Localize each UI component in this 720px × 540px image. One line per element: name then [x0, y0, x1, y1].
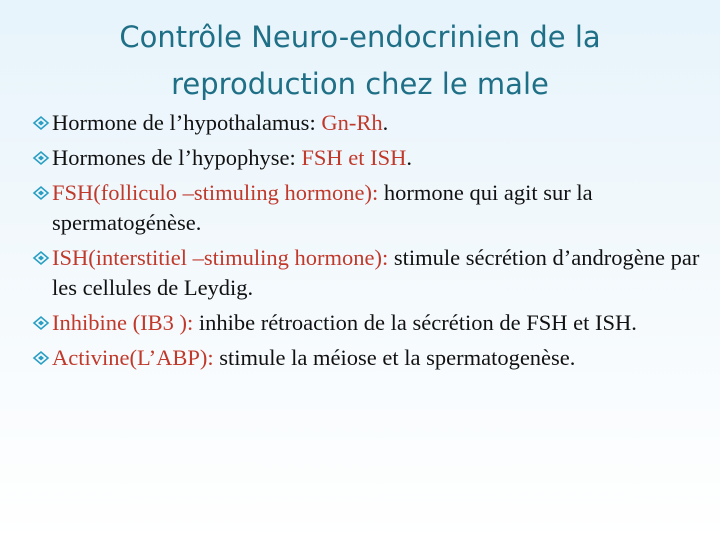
bullet-highlight: FSH et ISH	[301, 145, 407, 170]
title-line-1: Contrôle Neuro-endocrinien de la	[119, 20, 601, 54]
bullet-item-inhibine	[32, 308, 707, 338]
bullet-rest: .	[382, 110, 389, 135]
bullet-highlight: Gn-Rh	[321, 110, 383, 135]
bullet-item-hypothalamus	[32, 108, 707, 138]
bullet-item-ish	[32, 243, 707, 303]
bullet-rest: .	[406, 145, 412, 170]
bullet-highlight: FSH(folliculo –stimuling hormone):	[52, 180, 379, 205]
slide-title	[20, 14, 700, 108]
diamond-bullet-icon	[32, 185, 50, 201]
bullet-highlight: Activine(L’ABP):	[52, 345, 214, 370]
bullet-highlight: Inhibine (IB3 ):	[52, 310, 194, 335]
bullet-label: Hormones de l’hypophyse:	[52, 145, 302, 170]
diamond-bullet-icon	[32, 250, 50, 266]
diamond-bullet-icon	[32, 115, 50, 131]
bullet-label: Hormone de l’hypothalamus:	[52, 110, 322, 135]
diamond-bullet-icon	[32, 350, 50, 366]
bullet-highlight: ISH(interstitiel –stimuling hormone):	[52, 245, 389, 270]
bullet-rest: inhibe rétroaction de la sécrétion de FSH et ISH.	[193, 310, 637, 335]
bullet-rest: stimule la méiose et la spermatogenèse.	[213, 345, 576, 370]
bullet-list	[32, 108, 707, 378]
bullet-rest: stimule sécrétion d’androgène par les cellules de Leydig.	[52, 245, 700, 300]
diamond-bullet-icon	[32, 315, 50, 331]
title-line-2: reproduction chez le male	[171, 67, 549, 101]
bullet-item-activine	[32, 343, 707, 373]
bullet-item-fsh	[32, 178, 707, 238]
bullet-rest: hormone qui agit sur la spermatogénèse.	[52, 180, 593, 235]
bullet-item-hypophyse	[32, 143, 707, 173]
diamond-bullet-icon	[32, 150, 50, 166]
